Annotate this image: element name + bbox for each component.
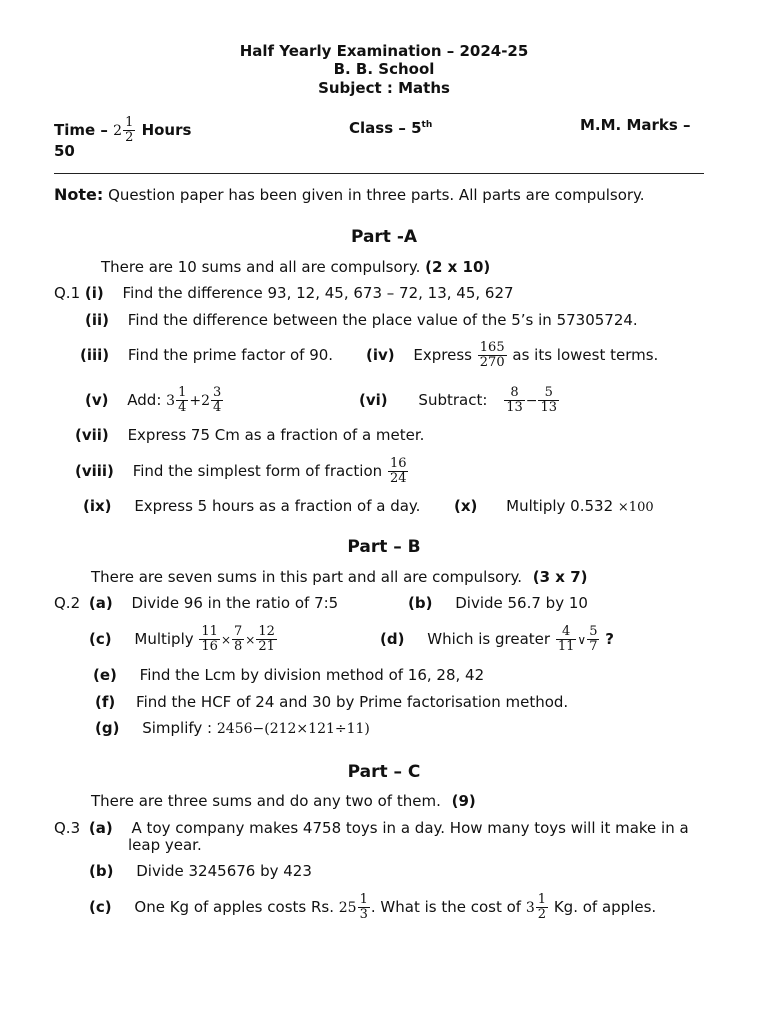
time-fraction: $\frac{1}{2}$ <box>125 115 134 145</box>
q1-viii: (viii) Find the simplest form of fraction $\frac{16}{24}$ <box>75 456 407 486</box>
q2-c: (c) Multiply $\frac{11}{16}$ × $\frac{7}{8}$ × $\frac{12}{21}$ <box>89 624 275 654</box>
part-c-intro: There are three sums and do any two of them. (9) <box>91 792 476 810</box>
class-info: Class – 5th <box>349 119 433 137</box>
time-label: Time – <box>54 121 108 139</box>
marks-value: 50 <box>54 142 75 160</box>
q2-label: Q.2 <box>54 594 81 612</box>
fraction-165-270: $\frac{165}{270}$ <box>479 340 505 370</box>
q1-i: Q.1 (i) Find the difference 93, 12, 45, 673 – 72, 13, 45, 627 <box>54 284 514 302</box>
q3-label: Q.3 <box>54 819 81 837</box>
part-a-title: Part -A <box>350 227 418 247</box>
note-text: Question paper has been given in three parts. All parts are compulsory. <box>108 186 645 204</box>
q2-f: (f) Find the HCF of 24 and 30 by Prime factorisation method. <box>95 693 569 711</box>
q1-iii: (iii) Find the prime factor of 90. <box>80 346 334 364</box>
q2-b: (b) Divide 56.7 by 10 <box>408 594 588 612</box>
q1-iv: (iv) Express $\frac{165}{270}$ as its lowest terms. <box>366 340 659 370</box>
subject-line: Subject : Maths <box>318 79 450 97</box>
q2-g: (g) Simplify : 2456−(212×121÷11) <box>95 719 370 737</box>
part-c-title: Part – C <box>347 762 421 782</box>
q3-a-continued: leap year. <box>128 836 202 854</box>
q1-vii: (vii) Express 75 Cm as a fraction of a meter. <box>75 426 425 444</box>
q1-ii: (ii) Find the difference between the place value of the 5’s in 57305724. <box>85 311 638 329</box>
note-line <box>54 186 645 204</box>
exam-title: Half Yearly Examination – 2024-25 <box>239 42 529 60</box>
note-label: Note: <box>54 185 104 204</box>
q2-d: (d) Which is greater $\frac{4}{11}$ ∨ $\frac{5}{7}$ ? <box>380 624 614 654</box>
q3-b: (b) Divide 3245676 by 423 <box>89 862 312 880</box>
marks-label: M.M. Marks – <box>580 116 691 134</box>
q2-a: Q.2 (a) Divide 96 in the ratio of 7:5 <box>54 594 339 612</box>
q1-x: (x) Multiply 0.532 ×100 <box>454 497 654 515</box>
q1-vi: (vi) Subtract: $\frac{8}{13}$ − $\frac{5}{13}$ <box>359 385 558 415</box>
q3-a: Q.3 (a) A toy company makes 4758 toys in a day. How many toys will it make in a <box>54 819 689 837</box>
school-name: B. B. School <box>333 60 435 78</box>
q1-v: (v) Add: 3 $\frac{1}{4}$ +2 $\frac{3}{4}$ <box>85 385 222 415</box>
q1-ix: (ix) Express 5 hours as a fraction of a day. <box>83 497 421 515</box>
time-info <box>54 116 191 145</box>
time-whole: 2 <box>113 123 123 139</box>
time-unit: Hours <box>141 121 192 139</box>
header-divider <box>54 173 704 174</box>
q3-c: (c) One Kg of apples costs Rs. 25 $\frac{1}{3}$ . What is the cost of 3 $\frac{1}{2}$ Kg. of apples. <box>89 892 657 922</box>
part-b-title: Part – B <box>347 537 421 557</box>
q1-label: Q.1 <box>54 284 81 302</box>
q2-e: (e) Find the Lcm by division method of 16, 28, 42 <box>93 666 485 684</box>
part-b-intro: There are seven sums in this part and all are compulsory. (3 x 7) <box>91 568 588 586</box>
part-a-intro: There are 10 sums and all are compulsory. (2 x 10) <box>101 258 491 276</box>
